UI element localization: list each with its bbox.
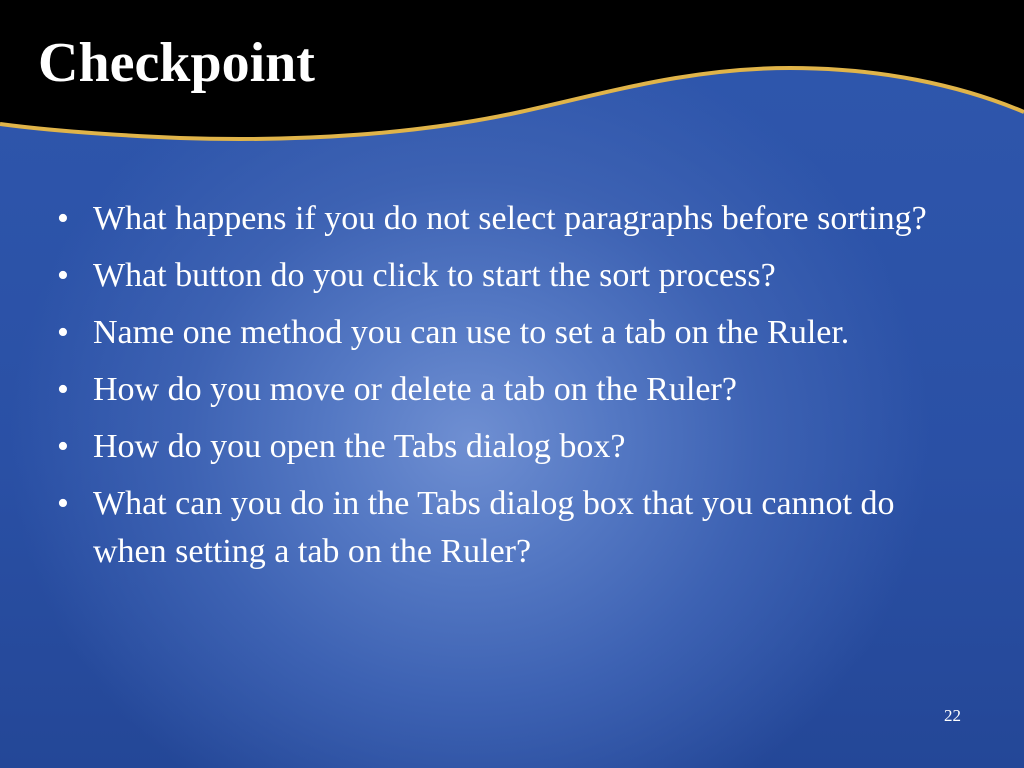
page-number: 22: [944, 706, 961, 725]
list-item: [57, 366, 957, 414]
list-item: [57, 195, 957, 243]
bullet-icon: •: [57, 257, 69, 294]
bullet-icon: •: [57, 200, 69, 237]
slide-title: Checkpoint: [38, 32, 315, 94]
bullet-icon: •: [57, 428, 69, 465]
bullet-list: [57, 195, 957, 585]
bullet-text: How do you move or delete a tab on the Ruler?: [93, 371, 737, 408]
list-item: [57, 423, 957, 471]
bullet-text: Name one method you can use to set a tab on the Ruler.: [93, 314, 850, 351]
bullet-text: What happens if you do not select paragraphs before sorting?: [93, 200, 927, 237]
bullet-text: What can you do in the Tabs dialog box that you cannot do when setting a tab on the Ruler?: [93, 485, 895, 570]
bullet-text: What button do you click to start the sort process?: [93, 257, 776, 294]
list-item: [57, 480, 957, 576]
list-item: [57, 252, 957, 300]
bullet-icon: •: [57, 485, 69, 522]
bullet-text: How do you open the Tabs dialog box?: [93, 428, 626, 465]
bullet-icon: •: [57, 314, 69, 351]
bullet-icon: •: [57, 371, 69, 408]
list-item: [57, 309, 957, 357]
